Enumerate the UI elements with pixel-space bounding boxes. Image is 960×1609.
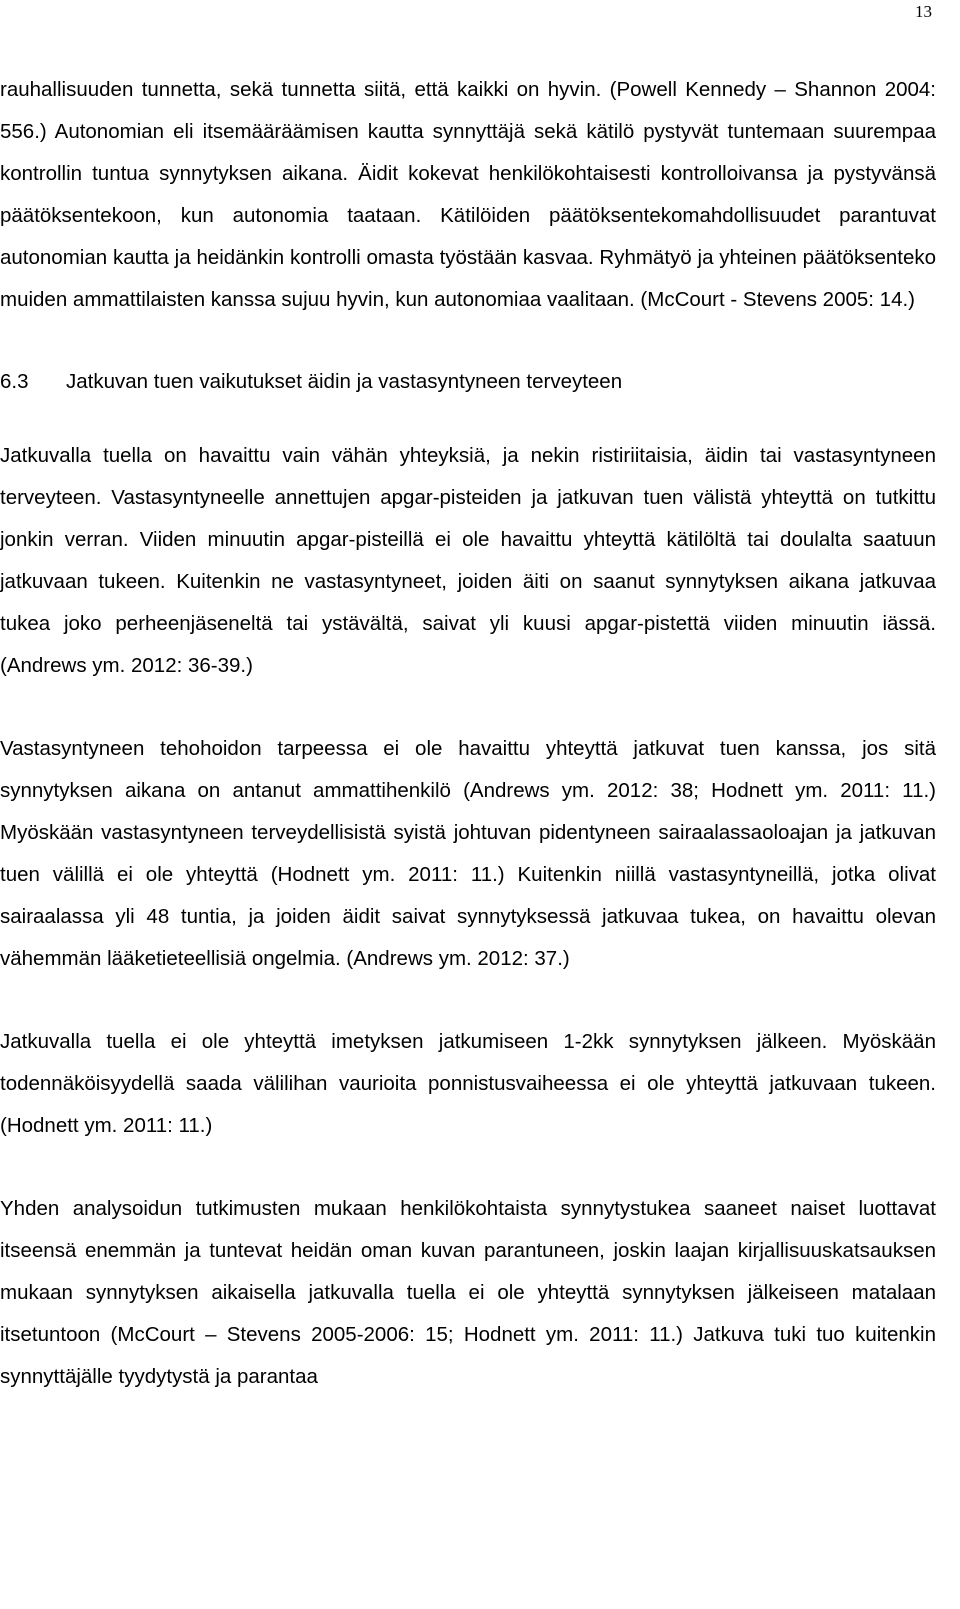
paragraph-self-esteem: Yhden analysoidun tutkimusten mukaan henkilökohtaista synnytystukea saaneet naiset luottavat itseensä enemmän ja tuntevat heidän oman kuvan parantuneen, joskin laajan kirjallisuuskatsauksen mukaan synnytyksen aikaisella jatkuvalla tuella ei ole yhteyttä synnytyksen jälkeiseen matalaan itsetuntoon (McCourt – Stevens 2005-2006: 15; Hodnett ym. 2011: 11.) Jatkuva tuki tuo kuitenkin synnyttäjälle tyydytystä ja parantaa (0, 1197, 936, 1388)
paragraph-intensive-care: Vastasyntyneen tehohoidon tarpeessa ei ole havaittu yhteyttä jatkuvat tuen kanssa, jos sitä synnytyksen aikana on antanut ammattihenkilö (Andrews ym. 2012: 38; Hodnett ym. 2011: 11.) Myöskään vastasyntyneen terveydellisistä syistä johtuvan pidentyneen sairaalassaoloajan ja jatkuvan tuen välillä ei ole yhteyttä (Hodnett ym. 2011: 11.) Kuitenkin niillä vastasyntyneillä, jotka olivat sairaalassa yli 48 tuntia, ja joiden äidit saivat synnytyksessä jatkuvaa tukea, on havaittu olevan vähemmän lääketieteellisiä ongelmia. (Andrews ym. 2012: 37.) (0, 737, 936, 970)
paragraph-breastfeeding: Jatkuvalla tuella ei ole yhteyttä imetyksen jatkumiseen 1-2kk synnytyksen jälkeen. Myöskään todennäköisyydellä saada välilihan vaurioita ponnistusvaiheessa ei ole yhteyttä jatkuvaan tukeen. (Hodnett ym. 2011: 11.) (0, 1030, 936, 1137)
section-heading (0, 361, 936, 403)
section-title: Jatkuvan tuen vaikutukset äidin ja vastasyntyneen terveyteen (66, 370, 623, 393)
section-number: 6.3 (0, 370, 29, 393)
paragraph-autonomy: rauhallisuuden tunnetta, sekä tunnetta siitä, että kaikki on hyvin. (Powell Kennedy – Shannon 2004: 556.) Autonomian eli itsemääräämisen kautta synnyttäjä sekä kätilö pystyvät tuntemaan suurempaa kontrollin tuntua synnytyksen aikana. Äidit kokevat henkilökohtaisesti kontrolloivansa ja pystyvänsä päätöksentekoon, kun autonomia taataan. Kätilöiden päätöksentekomahdollisuudet parantuvat autonomian kautta ja heidänkin kontrolli omasta työstään kasvaa. Ryhmätyö ja yhteinen päätöksenteko muiden ammattilaisten kanssa sujuu hyvin, kun autonomiaa vaalitaan. (McCourt - Stevens 2005: 14.) (0, 78, 936, 311)
page-number: 13 (915, 2, 932, 21)
document-body (0, 69, 936, 1398)
paragraph-apgar: Jatkuvalla tuella on havaittu vain vähän yhteyksiä, ja nekin ristiriitaisia, äidin tai vastasyntyneen terveyteen. Vastasyntyneelle annettujen apgar-pisteiden ja jatkuvan tuen välistä yhteyttä on tutkittu jonkin verran. Viiden minuutin apgar-pisteillä ei ole havaittu yhteyttä kätilöltä tai doulalta saatuun jatkuvaan tukeen. Kuitenkin ne vastasyntyneet, joiden äiti on saanut synnytyksen aikana jatkuvaa tukea joko perheenjäseneltä tai ystävältä, saivat yli kuusi apgar-pistettä viiden minuutin iässä. (Andrews ym. 2012: 36-39.) (0, 444, 936, 677)
